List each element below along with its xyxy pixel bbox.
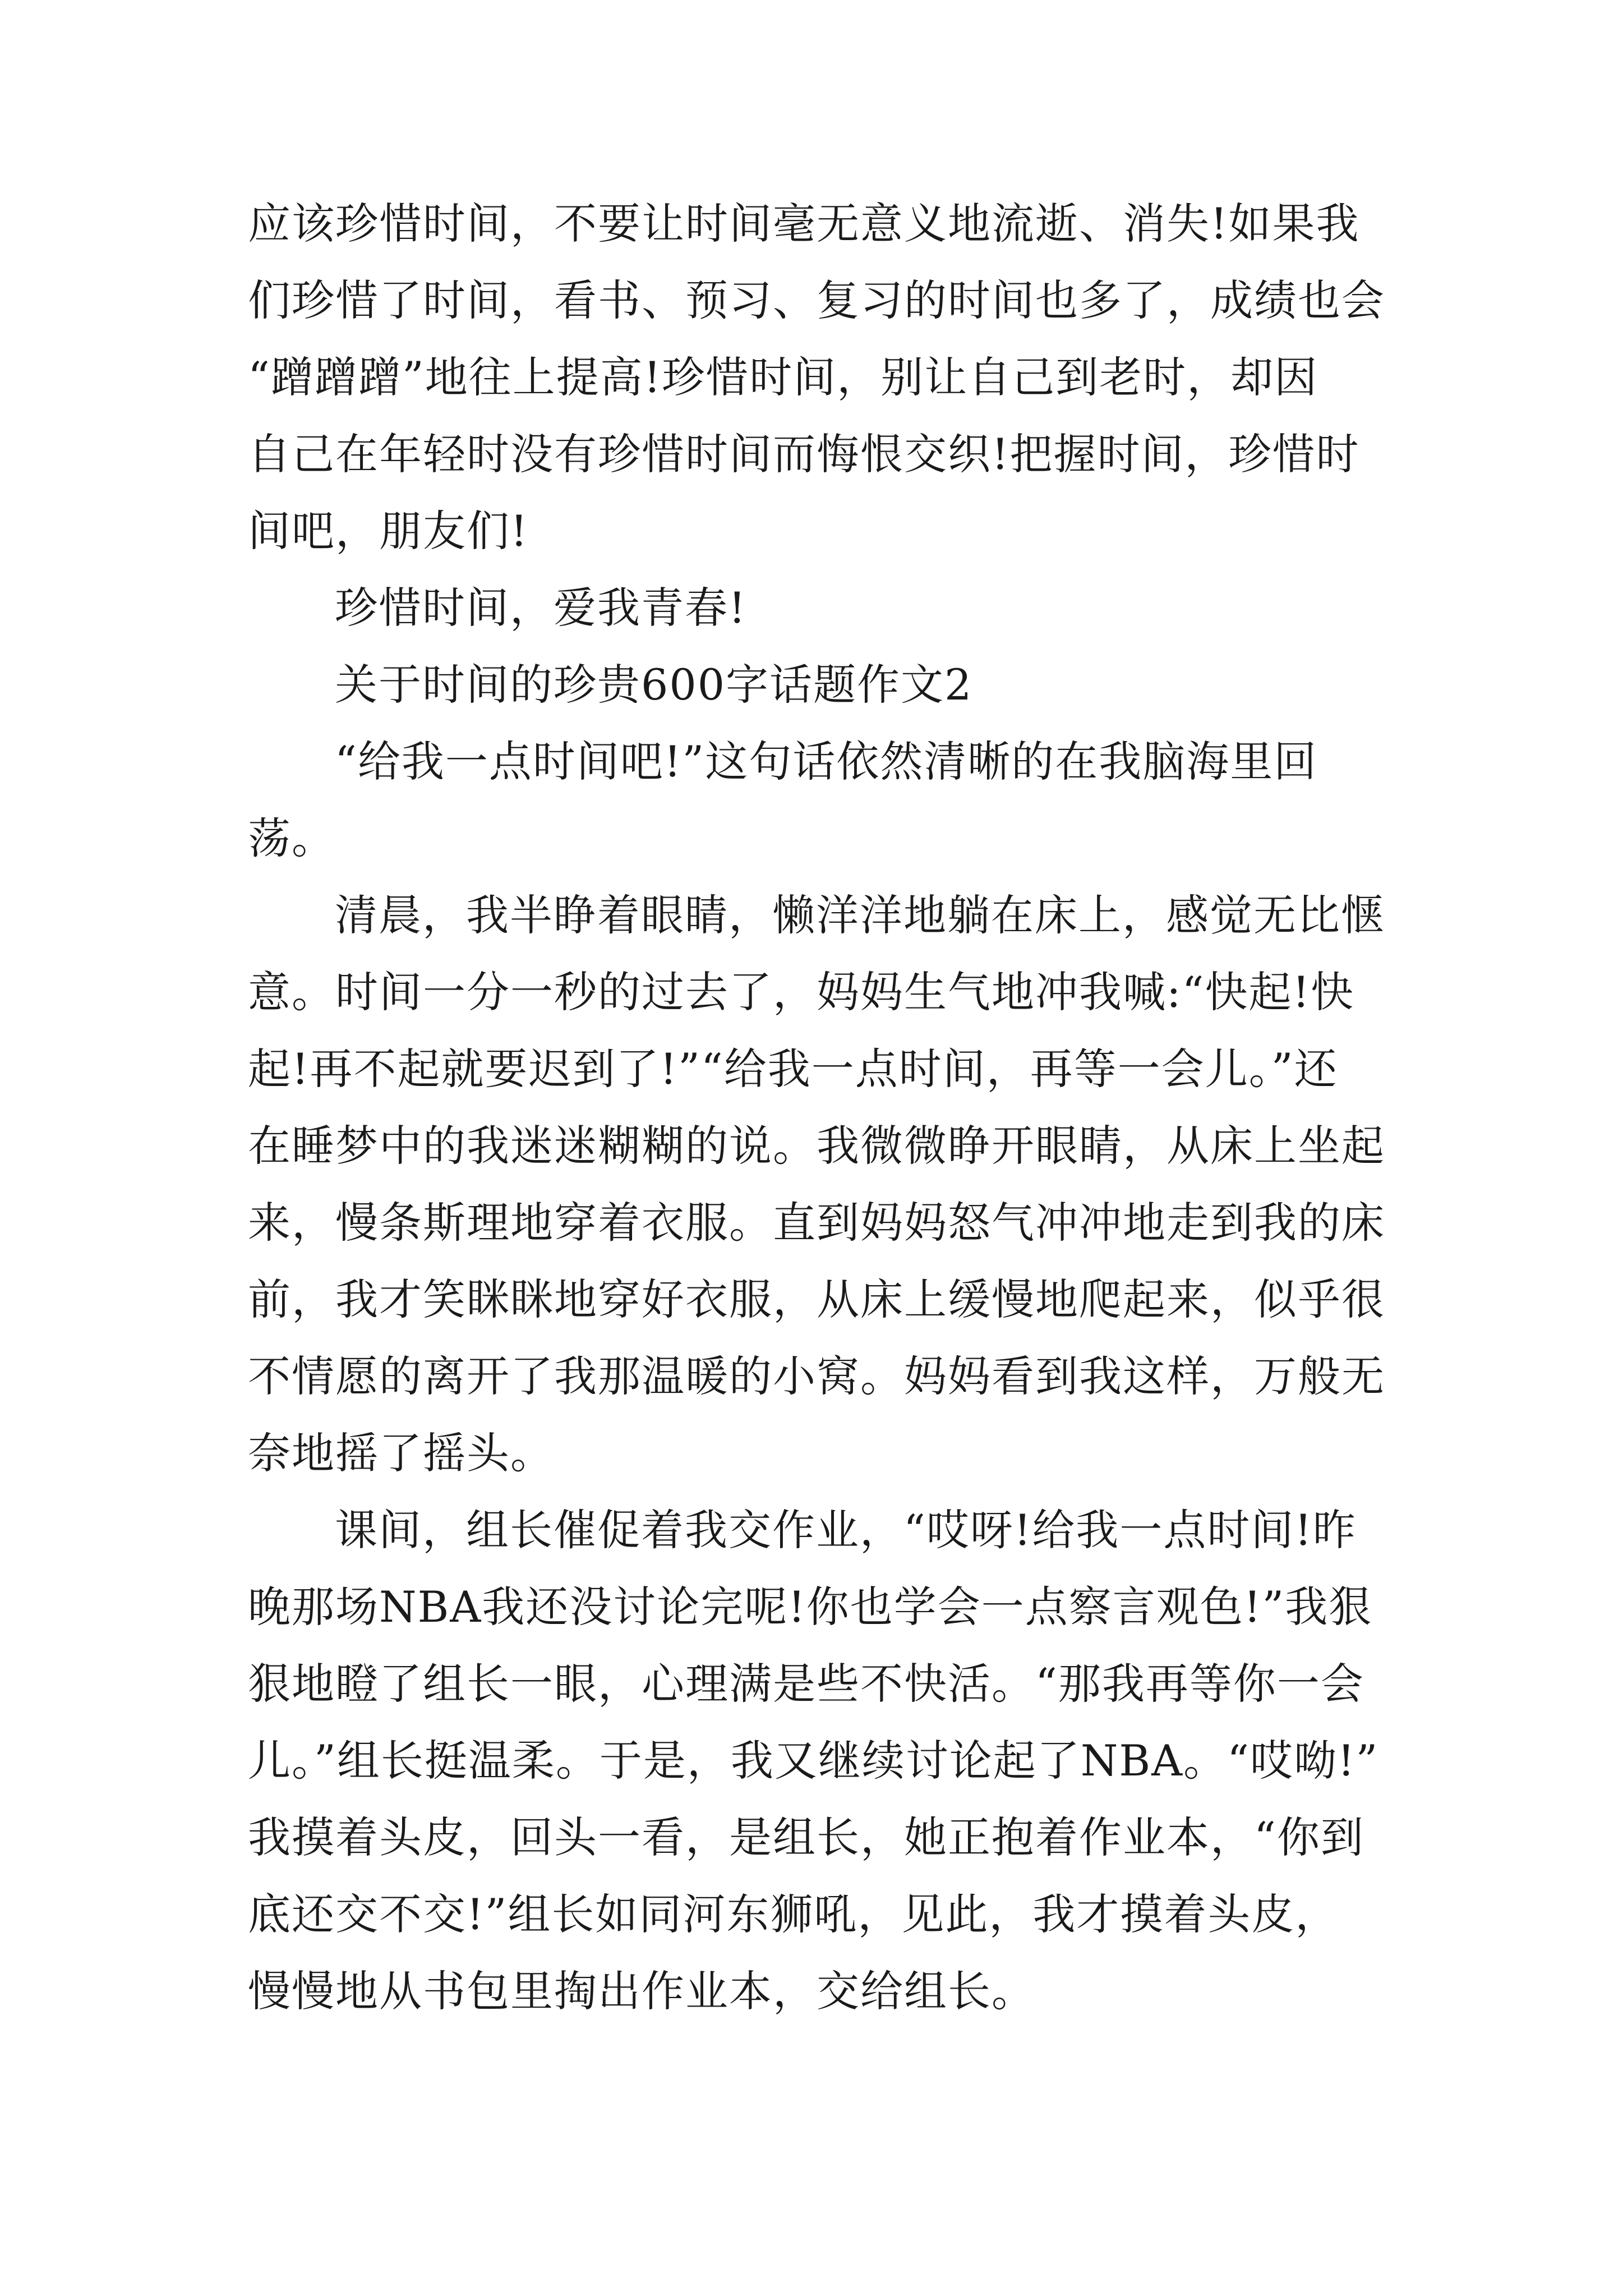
text-line: 应该珍惜时间，不要让时间毫无意义地流逝、消失!如果我 xyxy=(248,199,1360,249)
text-line: 在睡梦中的我迷迷糊糊的说。我微微睁开眼睛，从床上坐起 xyxy=(248,1121,1385,1171)
text-line: 意。时间一分一秒的过去了，妈妈生气地冲我喊:“快起!快 xyxy=(248,967,1354,1017)
text-line: 慢慢地从书包里掏出作业本，交给组长。 xyxy=(248,1966,1035,2016)
text-line: 儿。”组长挺温柔。于是，我又继续讨论起了NBA。“哎呦!” xyxy=(248,1736,1379,1786)
text-line: 不情愿的离开了我那温暖的小窝。妈妈看到我这样，万般无 xyxy=(248,1351,1385,1401)
text-line: 们珍惜了时间，看书、预习、复习的时间也多了，成绩也会 xyxy=(248,275,1385,325)
text-line: 起!再不起就要迟到了!”“给我一点时间，再等一会儿。”还 xyxy=(248,1044,1338,1094)
text-line: 前，我才笑眯眯地穿好衣服，从床上缓慢地爬起来，似乎很 xyxy=(248,1274,1385,1324)
text-line: 晚那场NBA我还没讨论完呢!你也学会一点察言观色!”我狠 xyxy=(248,1582,1373,1632)
paragraph-line: 珍惜时间，爱我青春! xyxy=(335,583,747,633)
text-line: 来，慢条斯理地穿着衣服。直到妈妈怒气冲冲地走到我的床 xyxy=(248,1198,1385,1248)
paragraph-line: 清晨，我半睁着眼睛，懒洋洋地躺在床上，感觉无比惬 xyxy=(335,890,1385,940)
document-page xyxy=(248,185,1398,2030)
text-line: 狠地瞪了组长一眼，心理满是些不快活。“那我再等你一会 xyxy=(248,1659,1364,1709)
text-line: 奈地摇了摇头。 xyxy=(248,1428,554,1478)
text-line: 自己在年轻时没有珍惜时间而悔恨交织!把握时间，珍惜时 xyxy=(248,429,1360,479)
text-line: 我摸着头皮，回头一看，是组长，她正抱着作业本，“你到 xyxy=(248,1812,1364,1862)
paragraph-line: “给我一点时间吧!”这句话依然清晰的在我脑海里回 xyxy=(335,737,1318,786)
text-line: 底还交不交!”组长如同河东狮吼，见此，我才摸着头皮， xyxy=(248,1889,1339,1939)
paragraph-line: 课间，组长催促着我交作业，“哎呀!给我一点时间!昨 xyxy=(335,1505,1357,1555)
text-line: “蹭蹭蹭”地往上提高!珍惜时间，别让自己到老时，却因 xyxy=(248,352,1318,402)
essay-title: 关于时间的珍贵600字话题作文2 xyxy=(335,660,973,710)
text-line: 间吧，朋友们! xyxy=(248,506,529,556)
text-line: 荡。 xyxy=(248,813,335,863)
